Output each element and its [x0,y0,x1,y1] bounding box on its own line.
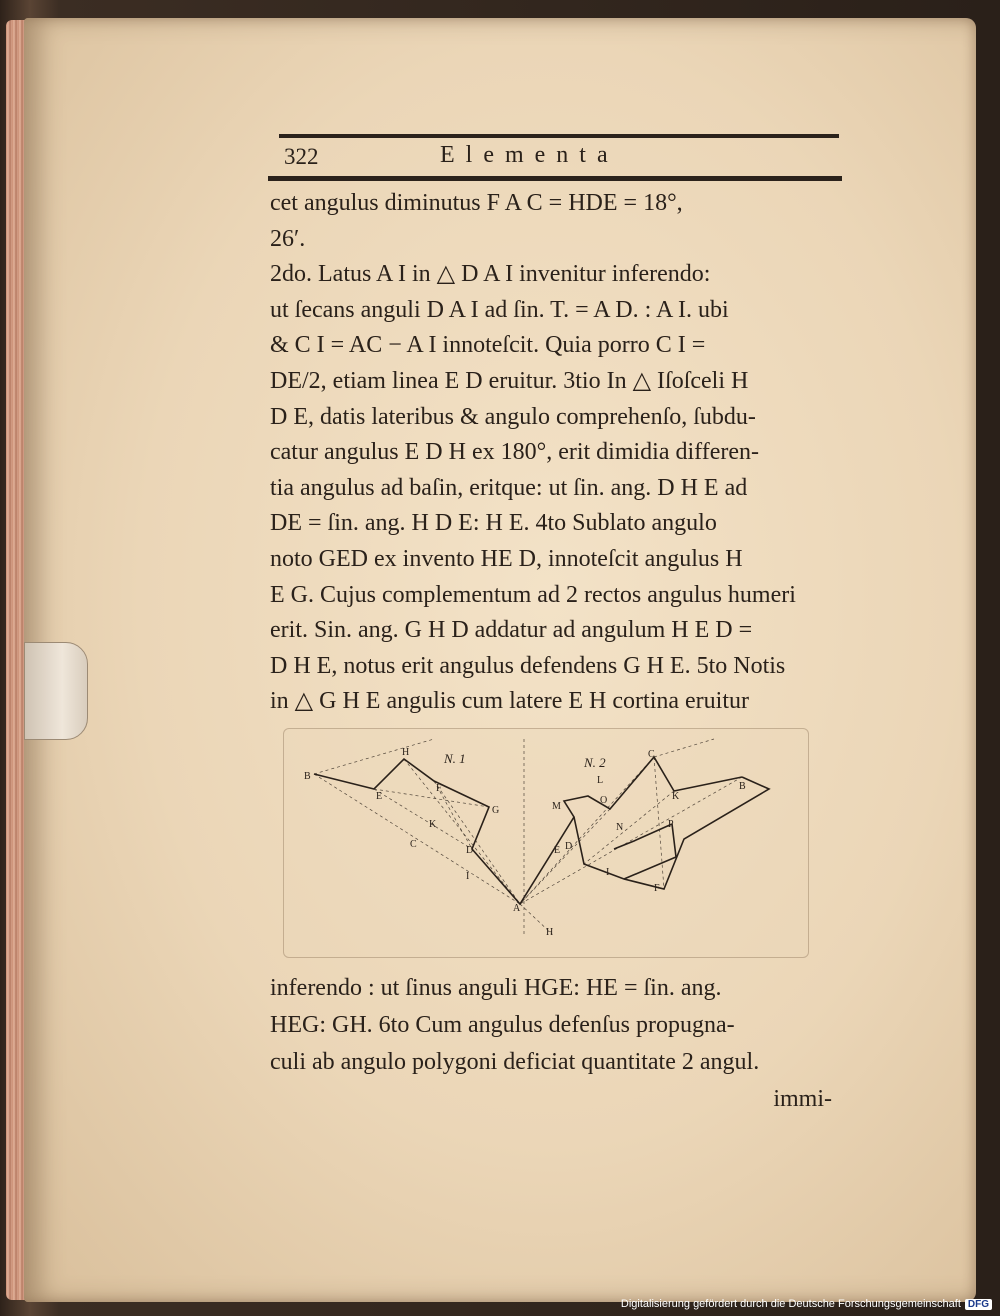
page-header [284,140,840,174]
point-label: A [513,903,521,914]
text-line: erit. Sin. ang. G H D addatur ad angulum H E D = [270,617,753,644]
point-label: C [648,749,655,760]
point-label: H [546,927,554,938]
text-line: HEG: GH. 6to Cum angulus defenſus propugna- [270,1012,735,1038]
text-line: tia angulus ad baſin, eritque: ut ſin. ang. D H E ad [270,474,748,501]
point-label: I [466,871,470,882]
bookmark-clip [24,642,88,740]
point-label: H [402,747,410,758]
catchword: immi- [773,1086,832,1112]
point-label: F [436,783,442,794]
header-rule-bottom [268,176,842,181]
text-line: DE/2, etiam linea E D eruitur. 3tio In △ Iſoſceli H [270,367,749,394]
point-label: D [466,845,474,856]
point-label: P [668,819,674,830]
running-head: Elementa [440,142,619,168]
text-line: & C I = AC − A I innoteſcit. Quia porro C I = [270,332,706,359]
point-label: D [565,841,573,852]
fortification-diagram [284,729,808,957]
point-label: M [552,801,561,812]
text-line: 2do. Latus A I in △ D A I invenitur inferendo: [270,261,711,288]
text-line: DE = ſin. ang. H D E: H E. 4to Sublato angulo [270,510,717,537]
fortification-diagram-plate [283,728,809,958]
text-line: inferendo : ut ſinus anguli HGE: HE = ſin. ang. [270,975,722,1001]
header-rule-top [279,134,839,138]
text-line: ut ſecans anguli D A I ad ſin. T. = A D. : A I. ubi [270,296,729,323]
point-label: B [304,771,311,782]
body-text-upper [270,186,850,720]
point-label: E [554,845,561,856]
figure-2-label: N. 2 [584,755,606,770]
text-line: in △ G H E angulis cum latere E H cortina eruitur [270,688,749,715]
text-line: noto GED ex invento HE D, innoteſcit angulus H [270,545,743,572]
point-label: L [597,775,604,786]
body-text-lower [270,970,850,1118]
point-label: O [600,795,608,806]
point-label: I [606,867,610,878]
page-number: 322 [284,144,319,169]
figure-1-label: N. 1 [444,751,466,766]
text-line: E G. Cujus complementum ad 2 rectos angulus humeri [270,581,796,608]
point-label: G [492,805,500,816]
point-label: N [616,822,624,833]
point-label: C [410,839,417,850]
point-label: K [429,819,437,830]
digitization-credit [621,1294,992,1314]
credit-text: Digitalisierung gefördert durch die Deutsche Forschungsgemeinschaft [620,1298,961,1310]
text-line: D E, datis lateribus & angulo comprehenſo, ſubdu- [270,403,756,430]
point-label: F [654,883,660,894]
point-label: E [376,791,383,802]
text-line: culi ab angulo polygoni deficiat quantitate 2 angul. [270,1049,760,1075]
text-line: cet angulus diminutus F A C = HDE = 18°, [270,190,683,216]
text-line: D H E, notus erit angulus defendens G H E. 5to Notis [270,652,786,679]
text-line: 26′. [270,225,306,252]
point-label: B [739,781,746,792]
text-line: catur angulus E D H ex 180°, erit dimidia differen- [270,439,760,466]
dfg-logo: DFG [965,1299,992,1310]
point-label: K [672,791,680,802]
